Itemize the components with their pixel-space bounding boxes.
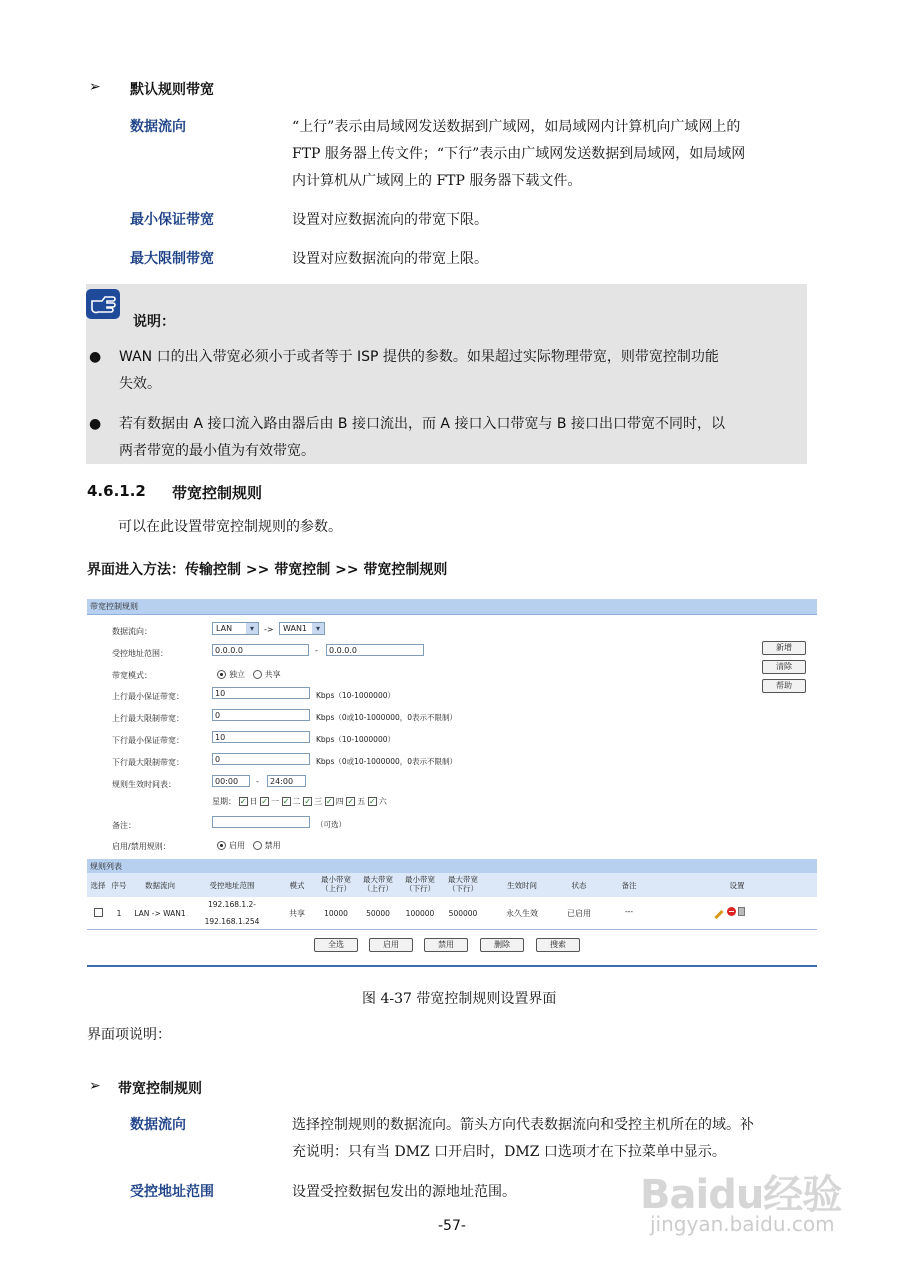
rule-list-title: 规则列表 [90,862,122,871]
col-mode: 模式 [289,881,305,890]
watermark-logo: Baidu经验 [640,1172,842,1218]
up-min-input[interactable]: 10 [212,687,310,699]
items-label: 界面项说明： [87,1027,171,1043]
row-addr-start: 192.168.1.2- [207,900,257,909]
day-checkbox[interactable]: ✓ [282,797,290,806]
edit-icon[interactable] [714,910,723,919]
col-index: 序号 [111,881,127,890]
section-title: 默认规则带宽 [130,82,214,98]
col-up-max: 最大带宽 （上行） [363,875,393,893]
bandwidth-rule-panel [87,599,817,969]
day-checkbox[interactable]: ✓ [304,797,312,806]
select-all-button[interactable]: 全选 [314,938,358,952]
row-addr-end: 192.168.1.254 [204,917,260,926]
panel-title: 带宽控制规则 [90,602,138,611]
down-max-hint: Kbps（0或10-1000000，0表示不限制） [316,757,458,766]
remark-hint: （可选） [316,820,346,829]
remark-input[interactable] [212,816,310,828]
up-max-input[interactable]: 0 [212,709,310,721]
row-up-min: 10000 [324,909,348,918]
day-label: 四 [335,797,344,806]
direction-arrow: -> [264,625,274,634]
bullet-dot: ● [89,416,102,432]
day-label: 一 [271,797,280,806]
week-label: 星期： [212,797,236,806]
col-direction: 数据流向 [145,881,175,890]
delete-button[interactable]: 删除 [480,938,524,952]
bullet-dot: ● [89,349,102,365]
enable-radio-group [217,840,281,851]
mode-shared-radio[interactable] [253,670,262,679]
help-button[interactable]: 帮助 [762,679,806,693]
col-up-min: 最小带宽 （上行） [321,875,351,893]
remark-label: 备注： [112,821,136,830]
time-label: 规则生效时间表： [112,780,176,789]
up-max-hint: Kbps（0或10-1000000，0表示不限制） [316,713,458,722]
day-checkbox[interactable]: ✓ [368,797,376,806]
day-label: 五 [357,797,366,806]
rule-list-header [87,873,817,897]
mode-independent-radio[interactable] [217,670,226,679]
watermark-url: jingyan.baidu.com [650,1212,835,1236]
add-button[interactable]: 新增 [762,641,806,655]
col-down-min: 最小带宽 （下行） [405,875,435,893]
row-index: 1 [116,909,122,918]
term-direction: 数据流向 [130,119,186,135]
mode-radio-group [217,669,281,680]
down-min-hint: Kbps（10-1000000） [316,735,395,744]
intro-text: 可以在此设置带宽控制规则的参数。 [118,519,342,535]
panel-bottom-rule [87,965,817,967]
clear-button[interactable]: 清除 [762,660,806,674]
row-down-min: 100000 [405,909,435,918]
enable-off-label: 禁用 [264,841,281,850]
nav-path: 界面进入方法：传输控制 >> 带宽控制 >> 带宽控制规则 [87,562,448,578]
mode-shared-label: 共享 [264,670,281,679]
rule-list-title-bar [87,859,817,873]
down-max-input[interactable]: 0 [212,753,310,765]
enable-label: 启用/禁用规则： [112,842,171,851]
enable-on-label: 启用 [229,841,245,850]
trash-icon[interactable] [738,907,745,916]
day-checkbox[interactable]: ✓ [261,797,268,806]
table-row [87,897,817,930]
col-down-max: 最大带宽 （下行） [448,875,478,893]
row-up-max: 50000 [366,909,390,918]
note-bullet-1: WAN 口的出入带宽必须小于或者等于 ISP 提供的参数。如果超过实际物理带宽，则带宽控制功能 失效。 [119,349,719,392]
day-checkbox[interactable]: ✓ [239,797,247,806]
col-select: 选择 [90,881,106,890]
direction-label: 数据流向： [112,627,152,636]
desc-addr-range: 设置受控数据包发出的源地址范围。 [292,1184,516,1200]
up-min-hint: Kbps（10-1000000） [316,691,395,700]
note-bullet-2: 若有数据由 A 接口流入路由器后由 B 接口流出，而 A 接口入口带宽与 B 接口出口带宽不同时，以 两者带宽的最小值为有效带宽。 [119,416,725,459]
day-checkbox[interactable]: ✓ [347,797,355,806]
day-label: 三 [314,797,323,806]
time-end-input[interactable]: 24:00 [267,775,306,787]
col-remark: 备注 [621,881,637,890]
direction-from-select[interactable]: LAN ▾ [212,622,259,635]
term-direction-2: 数据流向 [130,1117,186,1133]
pointing-hand-icon [86,289,120,319]
row-remark: --- [624,907,634,916]
row-time: 永久生效 [506,909,538,918]
time-start-input[interactable]: 00:00 [212,775,250,787]
chevron-down-icon: ▾ [246,623,258,634]
desc-max-bandwidth: 设置对应数据流向的带宽上限。 [292,251,488,267]
row-status: 已启用 [567,909,591,918]
row-actions [714,907,745,918]
desc-direction-2: 选择控制规则的数据流向。箭头方向代表数据流向和受控主机所在的域。补 充说明：只有当 DMZ 口开启时，DMZ 口选项才在下拉菜单中显示。 [292,1117,754,1160]
heading-title: 带宽控制规则 [172,484,263,502]
page-number: -57- [438,1218,466,1234]
day-label: 日 [249,797,258,806]
direction-to-select[interactable]: WAN1 ▾ [279,622,325,635]
down-min-input[interactable]: 10 [212,731,310,743]
desc-min-bandwidth: 设置对应数据流向的带宽下限。 [292,212,488,228]
down-max-label: 下行最大限制带宽： [112,758,184,767]
disable-icon[interactable] [727,907,736,916]
day-label: 二 [292,797,301,806]
panel-title-bar [87,599,817,615]
figure-caption: 图 4-37 带宽控制规则设置界面 [362,991,557,1007]
note-title: 说明： [133,314,175,330]
row-mode: 共享 [289,909,305,918]
weekday-row [212,796,387,807]
disable-button[interactable]: 禁用 [424,938,468,952]
heading-number: 4.6.1.2 [87,482,146,500]
term-max-bandwidth: 最大限制带宽 [130,251,214,267]
row-select-checkbox[interactable] [94,908,103,917]
col-status: 状态 [571,881,587,890]
enable-on-radio[interactable] [217,841,226,850]
time-dash: - [256,777,259,786]
enable-off-radio[interactable] [253,841,262,850]
mode-label: 带宽模式： [112,671,152,680]
section-arrow: ➢ [89,79,101,95]
day-label: 六 [378,797,387,806]
day-checkbox[interactable]: ✓ [325,797,333,806]
addr-end-input[interactable]: 0.0.0.0 [326,644,424,656]
addr-dash: - [315,646,318,655]
section-title: 带宽控制规则 [118,1081,202,1097]
term-min-bandwidth: 最小保证带宽 [130,212,214,228]
enable-button[interactable]: 启用 [369,938,413,952]
addr-label: 受控地址范围： [112,649,168,658]
section-arrow: ➢ [89,1078,101,1094]
col-settings: 设置 [729,881,745,890]
col-addr: 受控地址范围 [209,881,255,890]
chevron-down-icon: ▾ [312,623,324,634]
addr-start-input[interactable]: 0.0.0.0 [212,644,309,656]
up-min-label: 上行最小保证带宽： [112,692,184,701]
desc-direction: “上行”表示由局域网发送数据到广域网，如局域网内计算机向广域网上的 FTP 服务器上传文件；“下行”表示由广域网发送数据到局域网，如局域网 内计算机从广域网上的 FTP 服务器下载文件。 [292,119,746,189]
search-button[interactable]: 搜索 [536,938,580,952]
down-min-label: 下行最小保证带宽： [112,736,184,745]
row-down-max: 500000 [448,909,478,918]
term-addr-range: 受控地址范围 [130,1184,214,1200]
row-direction: LAN -> WAN1 [134,909,186,918]
mode-independent-label: 独立 [229,670,245,679]
up-max-label: 上行最大限制带宽： [112,714,184,723]
col-time: 生效时间 [507,881,537,890]
